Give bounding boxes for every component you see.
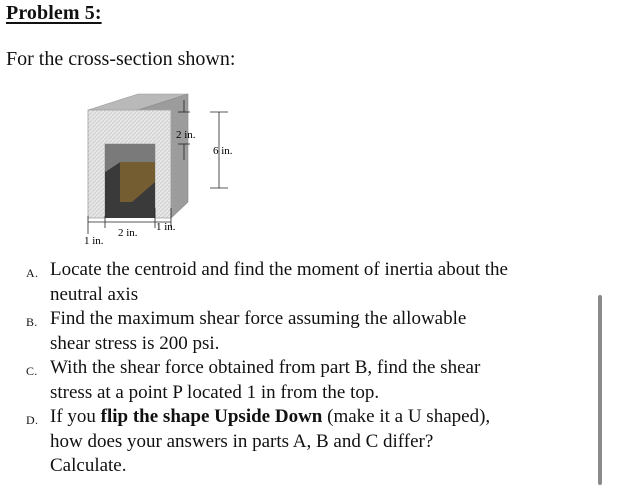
question-text: Find the maximum shear force assuming the allowable bbox=[50, 308, 467, 329]
question-text: Locate the centroid and find the moment of inertia about the bbox=[50, 259, 508, 280]
question-label: A. bbox=[26, 266, 39, 280]
question-list bbox=[0, 258, 600, 479]
dim-label-right: 1 in. bbox=[156, 221, 176, 233]
question-label: D. bbox=[26, 413, 39, 427]
scrollbar[interactable] bbox=[598, 295, 602, 485]
question-text-pre: If you bbox=[50, 406, 101, 427]
question-text: how does your answers in parts A, B and C differ? bbox=[50, 430, 434, 452]
cross-section-diagram bbox=[80, 92, 280, 252]
question-c bbox=[0, 356, 600, 405]
question-text: shear stress is 200 psi. bbox=[50, 332, 220, 354]
question-d bbox=[0, 405, 600, 479]
question-text: stress at a point P located 1 in from the top. bbox=[50, 381, 380, 403]
question-label: B. bbox=[26, 315, 38, 329]
question-text: Calculate. bbox=[50, 455, 127, 476]
dim-label-height: 6 in. bbox=[213, 145, 233, 157]
question-text: With the shear force obtained from part B, find the shear bbox=[50, 357, 481, 378]
problem-title: Problem 5: bbox=[6, 2, 102, 24]
intro-text: For the cross-section shown: bbox=[6, 48, 236, 70]
question-text-post: (make it a U shaped), bbox=[322, 406, 491, 427]
question-label: C. bbox=[26, 364, 38, 378]
dim-label-top: 2 in. bbox=[176, 129, 196, 141]
cross-section-figure bbox=[80, 92, 280, 252]
question-b bbox=[0, 307, 600, 356]
question-a bbox=[0, 258, 600, 307]
dim-label-mid: 2 in. bbox=[118, 227, 138, 239]
question-text: neutral axis bbox=[50, 283, 139, 305]
question-emphasis: flip the shape Upside Down bbox=[100, 406, 323, 427]
dim-label-left: 1 in. bbox=[84, 235, 104, 247]
